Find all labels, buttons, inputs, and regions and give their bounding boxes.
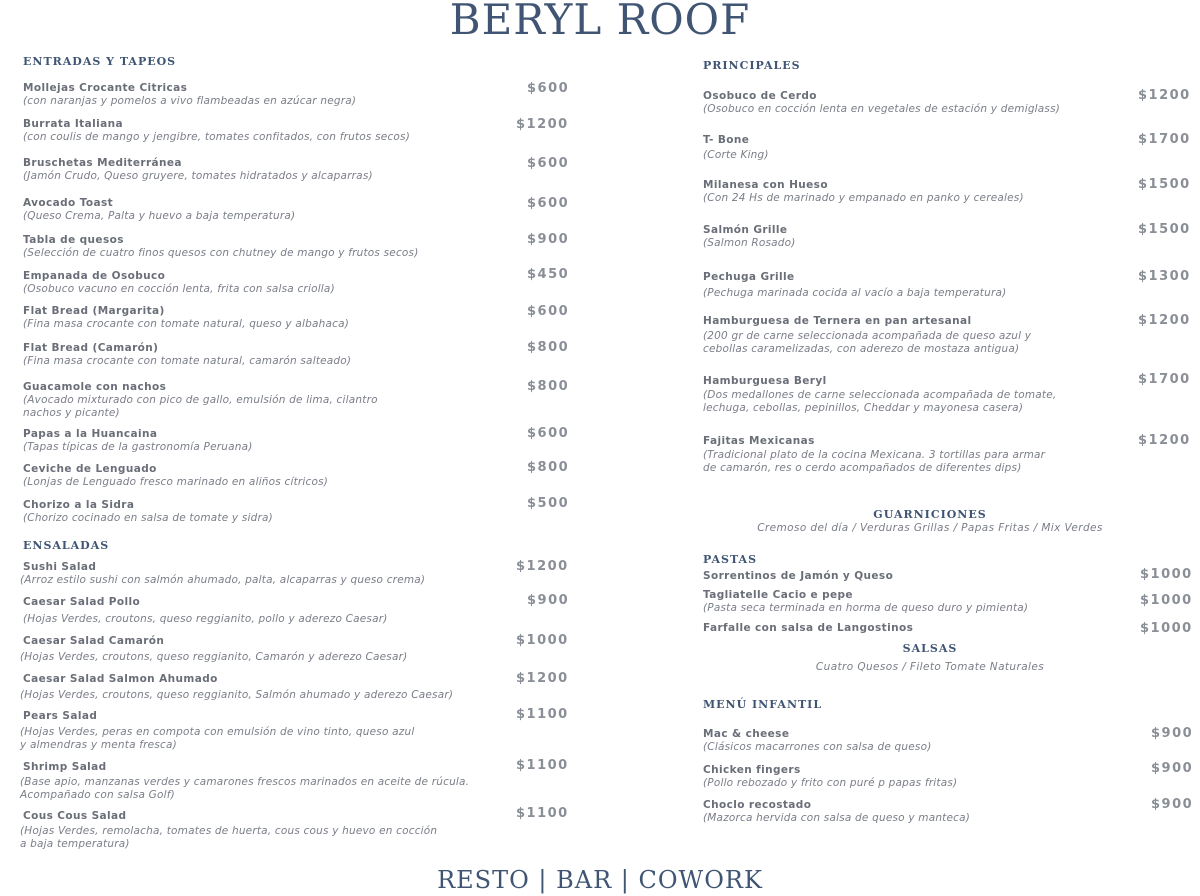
item-price: $1500 (1138, 177, 1191, 192)
item-price: $1700 (1138, 132, 1191, 147)
item-name: Burrata Italiana (23, 118, 123, 130)
item-desc: (Fina masa crocante con tomate natural, queso y albahaca) (23, 318, 349, 330)
right-column (600, 0, 1200, 895)
item-price: $1200 (516, 559, 569, 574)
item-desc: (Dos medallones de carne seleccionada acompañada de tomate, lechuga, cebollas, pepinillos, Cheddar y mayonesa casera) (703, 389, 1057, 414)
item-price: $1300 (1138, 269, 1191, 284)
item-price: $600 (527, 81, 570, 96)
item-name: Tabla de quesos (23, 234, 124, 246)
item-price: $1200 (1138, 313, 1191, 328)
menu-item (703, 271, 1006, 300)
tagline: RESTO | BAR | COWORK (437, 866, 763, 894)
item-price: $1200 (516, 671, 569, 686)
item-name: Caesar Salad Pollo (23, 596, 141, 608)
item-price: $900 (1151, 761, 1194, 776)
item-name: Farfalle con salsa de Langostinos (703, 622, 914, 634)
section-title-infantil: MENÚ INFANTIL (703, 698, 823, 711)
menu-item (703, 90, 1060, 116)
item-desc: (Jamón Crudo, Queso gruyere, tomates hidratados y alcaparras) (23, 170, 373, 182)
item-name: Cous Cous Salad (23, 810, 127, 822)
menu-item (703, 589, 1028, 615)
menu-item (703, 375, 1056, 415)
item-desc: (Fina masa crocante con tomate natural, camarón salteado) (23, 355, 352, 367)
item-desc: (Corte King) (703, 149, 769, 161)
item-price: $450 (527, 267, 570, 282)
menu-item (23, 463, 328, 489)
item-price: $1100 (516, 806, 569, 821)
item-desc: (Salmon Rosado) (703, 237, 796, 249)
item-name: Tagliatelle Cacio e pepe (703, 589, 853, 601)
item-name: Fajitas Mexicanas (703, 435, 815, 447)
item-name: Flat Bread (Margarita) (23, 305, 165, 317)
menu-item (703, 224, 796, 250)
menu-item (20, 710, 415, 752)
section-title-entradas: ENTRADAS Y TAPEOS (23, 55, 177, 68)
item-name: Osobuco de Cerdo (703, 90, 817, 102)
item-desc: (Base apio, manzanas verdes y camarones frescos marinados en aceite de rúcula. Acompañado con salsa Golf) (20, 776, 470, 801)
item-price: $1200 (1138, 433, 1191, 448)
item-desc: (Lonjas de Lenguado fresco marinado en aliños cítricos) (23, 476, 329, 488)
menu-item (703, 134, 769, 162)
item-name: Empanada de Osobuco (23, 270, 166, 282)
item-name: Guacamole con nachos (23, 381, 167, 393)
menu-item (23, 197, 295, 223)
item-name: T- Bone (703, 134, 750, 146)
item-desc: (Pollo rebozado y frito con puré p papas fritas) (703, 777, 958, 789)
menu-item (23, 596, 388, 626)
item-name: Flat Bread (Camarón) (23, 342, 159, 354)
item-price: $900 (527, 232, 570, 247)
item-desc: (Tradicional plato de la cocina Mexicana. 3 tortillas para armar de camarón, res o cerdo acompañados de diferentes dips) (703, 449, 1046, 474)
item-price: $1000 (1140, 621, 1193, 636)
item-name: Pears Salad (23, 710, 98, 722)
menu-item (23, 381, 378, 420)
item-name: Mollejas Crocante Citricas (23, 82, 188, 94)
item-price: $1000 (1140, 593, 1193, 608)
item-name: Hamburguesa de Ternera en pan artesanal (703, 315, 972, 327)
item-name: Shrimp Salad (23, 761, 107, 773)
item-desc: (con coulis de mango y jengibre, tomates confitados, con frutos secos) (23, 131, 411, 143)
item-desc: (Pechuga marinada cocida al vacío a baja temperatura) (703, 287, 1007, 299)
item-name: Bruschetas Mediterránea (23, 157, 182, 169)
item-desc: (Mazorca hervida con salsa de queso y manteca) (703, 812, 971, 824)
menu-item (20, 673, 454, 702)
menu-item (23, 499, 273, 525)
menu-item (23, 342, 351, 368)
menu-item (703, 570, 893, 583)
item-name: Avocado Toast (23, 197, 114, 209)
item-price: $1200 (516, 117, 569, 132)
menu-item (20, 761, 470, 802)
left-column (0, 0, 600, 895)
item-name: Chorizo a la Sidra (23, 499, 135, 511)
salsas-text: Cuatro Quesos / Fileto Tomate Naturales (815, 661, 1045, 673)
item-name: Salmón Grille (703, 224, 788, 236)
item-name: Sushi Salad (23, 561, 97, 573)
section-title-pastas: PASTAS (703, 553, 758, 566)
item-desc: (Chorizo cocinado en salsa de tomate y sidra) (23, 512, 273, 524)
brand-logo: BERYL ROOF (449, 0, 751, 44)
menu-item (23, 270, 335, 296)
item-price: $900 (1151, 797, 1194, 812)
item-name: Pechuga Grille (703, 271, 795, 283)
item-desc: (Avocado mixturado con pico de gallo, emulsión de lima, cilantro nachos y picante) (23, 394, 378, 419)
menu-item (23, 157, 373, 183)
item-desc: (Queso Crema, Palta y huevo a baja temperatura) (23, 210, 296, 222)
item-price: $500 (527, 496, 570, 511)
item-name: Ceviche de Lenguado (23, 463, 157, 475)
item-price: $800 (527, 460, 570, 475)
menu-item (23, 234, 419, 260)
section-title-salsas: SALSAS (902, 642, 958, 655)
item-desc: (Hojas Verdes, peras en compota con emulsión de vino tinto, queso azul y almendras y menta fresca) (20, 726, 415, 751)
menu-item (703, 728, 932, 754)
guarniciones-text: Cremoso del día / Verduras Grillas / Papas Fritas / Mix Verdes (757, 522, 1103, 534)
item-name: Chicken fingers (703, 764, 801, 776)
item-price: $1100 (516, 758, 569, 773)
item-name: Mac & cheese (703, 728, 790, 740)
section-title-principales: PRINCIPALES (703, 59, 801, 72)
item-desc: (Hojas Verdes, croutons, queso reggianito, Salmón ahumado y aderezo Caesar) (20, 689, 454, 701)
menu-item (20, 635, 408, 664)
item-desc: (con naranjas y pomelos a vivo flambeadas en azúcar negra) (23, 95, 357, 107)
item-desc: (Hojas Verdes, remolacha, tomates de huerta, cous cous y huevo en cocción a baja temperatura) (20, 825, 438, 850)
item-desc: (Osobuco en cocción lenta en vegetales de estación y demiglass) (703, 103, 1061, 115)
menu-item (703, 435, 1045, 475)
item-name: Papas a la Huancaina (23, 428, 158, 440)
item-name: Caesar Salad Camarón (23, 635, 165, 647)
menu-item (20, 561, 426, 587)
item-desc: (Hojas Verdes, croutons, queso reggianito, Camarón y aderezo Caesar) (20, 651, 408, 663)
item-name: Caesar Salad Salmon Ahumado (23, 673, 218, 685)
item-price: $600 (527, 426, 570, 441)
item-desc: (Pasta seca terminada en horma de queso duro y pimienta) (703, 602, 1029, 614)
item-desc: (Arroz estilo sushi con salmón ahumado, palta, alcaparras y queso crema) (20, 574, 426, 586)
item-price: $1200 (1138, 88, 1191, 103)
menu-item (703, 799, 970, 825)
item-price: $800 (527, 340, 570, 355)
item-name: Choclo recostado (703, 799, 812, 811)
item-desc: (Osobuco vacuno en cocción lenta, frita con salsa criolla) (23, 283, 335, 295)
item-price: $1000 (1140, 567, 1193, 582)
menu-item (23, 82, 356, 108)
section-title-ensaladas: ENSALADAS (23, 539, 110, 552)
menu-item (703, 315, 1031, 356)
item-name: Hamburguesa Beryl (703, 375, 827, 387)
menu-item (703, 622, 913, 635)
item-desc: (Clásicos macarrones con salsa de queso) (703, 741, 932, 753)
item-price: $600 (527, 196, 570, 211)
item-price: $600 (527, 156, 570, 171)
item-price: $1700 (1138, 372, 1191, 387)
item-desc: (Tapas típicas de la gastronomía Peruana) (23, 441, 253, 453)
section-title-guarniciones: GUARNICIONES (873, 508, 987, 521)
menu-item (703, 179, 1024, 205)
menu-item (20, 810, 438, 851)
item-desc: (Con 24 Hs de marinado y empanado en panko y cereales) (703, 192, 1024, 204)
item-name: Sorrentinos de Jamón y Queso (703, 570, 894, 582)
menu-item (23, 118, 410, 144)
item-price: $1500 (1138, 222, 1191, 237)
item-price: $900 (527, 593, 570, 608)
item-desc: (200 gr de carne seleccionada acompañada de queso azul y cebollas caramelizadas, con aderezo de mostaza antigua) (703, 330, 1032, 355)
item-name: Milanesa con Hueso (703, 179, 828, 191)
item-price: $600 (527, 304, 570, 319)
menu-item (23, 305, 349, 331)
item-price: $1000 (516, 633, 569, 648)
item-price: $900 (1151, 726, 1194, 741)
item-desc: (Hojas Verdes, croutons, queso reggianito, pollo y aderezo Caesar) (23, 613, 388, 625)
item-price: $1100 (516, 707, 569, 722)
item-desc: (Selección de cuatro finos quesos con chutney de mango y frutos secos) (23, 247, 419, 259)
menu-item (703, 764, 957, 790)
menu-item (23, 428, 253, 454)
item-price: $800 (527, 379, 570, 394)
